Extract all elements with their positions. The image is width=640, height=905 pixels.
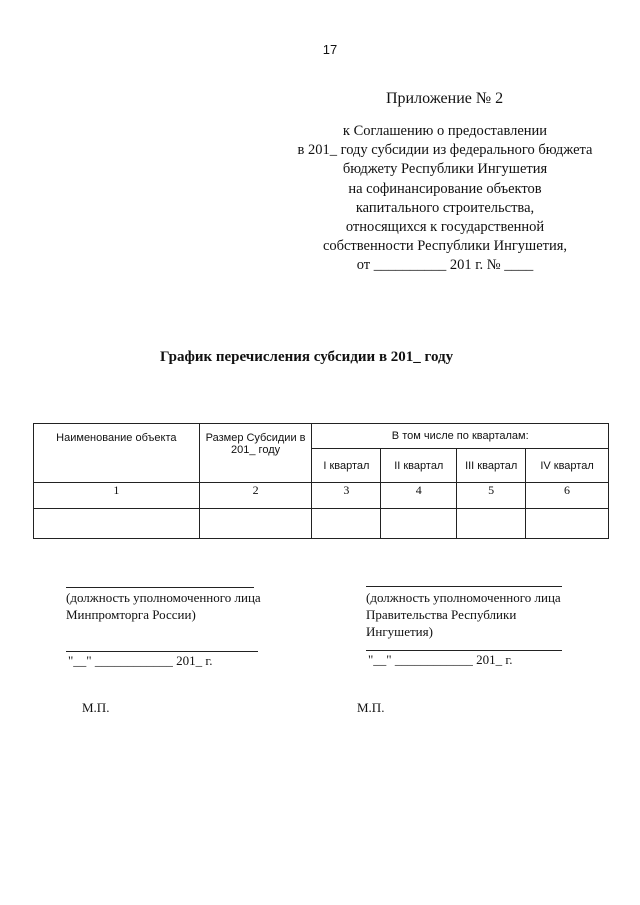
appendix-line: собственности Республики Ингушетия, (322, 238, 568, 255)
appendix-title: Приложение № 2 (386, 90, 504, 107)
appendix-line: на софинансирование объектов (348, 180, 542, 197)
empty-cell (312, 509, 381, 539)
right-date: "__" ____________ 201_ г. (368, 652, 513, 667)
empty-cell (457, 509, 526, 539)
column-number: 6 (526, 483, 609, 509)
header-object-name: Наименование объекта (34, 424, 200, 483)
empty-cell (199, 509, 312, 539)
appendix-line: относящихся к государственной (345, 219, 545, 236)
right-position-caption: (должность уполномоченного лица Правительства Республики Ингушетия) (366, 590, 561, 639)
header-quarter-1: I квартал (312, 449, 381, 483)
empty-cell (34, 509, 200, 539)
header-quarter-3: III квартал (457, 449, 526, 483)
document-title: График перечисления субсидии в 201_ году (160, 349, 454, 365)
right-stamp-label: М.П. (357, 700, 385, 715)
column-number: 1 (34, 483, 200, 509)
header-subsidy-size: Размер Субсидии в 201_ году (199, 424, 312, 483)
empty-cell (381, 509, 457, 539)
left-date-line (66, 651, 258, 652)
column-number: 3 (312, 483, 381, 509)
header-quarters: В том числе по кварталам: (312, 424, 609, 449)
left-position-caption: (должность уполномоченного лица Минпромторга России) (66, 590, 261, 622)
appendix-line: к Соглашению о предоставлении (342, 123, 548, 139)
appendix-line: капитального строительства, (355, 199, 535, 216)
appendix-line: в 201_ году субсидии из федерального бюджета (297, 142, 593, 159)
left-date: "__" ____________ 201_ г. (68, 653, 213, 668)
page-number: 17 (322, 42, 338, 57)
header-quarter-2: II квартал (381, 449, 457, 483)
right-signature-line (366, 586, 562, 587)
left-stamp-label: М.П. (82, 700, 110, 715)
right-date-line (366, 650, 562, 651)
left-signature-line (66, 587, 254, 588)
appendix-reference (280, 122, 610, 276)
column-number: 4 (381, 483, 457, 509)
column-number: 2 (199, 483, 312, 509)
appendix-line: бюджету Республики Ингушетия (342, 161, 548, 178)
subsidy-schedule-table (33, 423, 609, 539)
empty-cell (526, 509, 609, 539)
column-number: 5 (457, 483, 526, 509)
appendix-line: от __________ 201 г. № ____ (356, 257, 534, 274)
header-quarter-4: IV квартал (526, 449, 609, 483)
